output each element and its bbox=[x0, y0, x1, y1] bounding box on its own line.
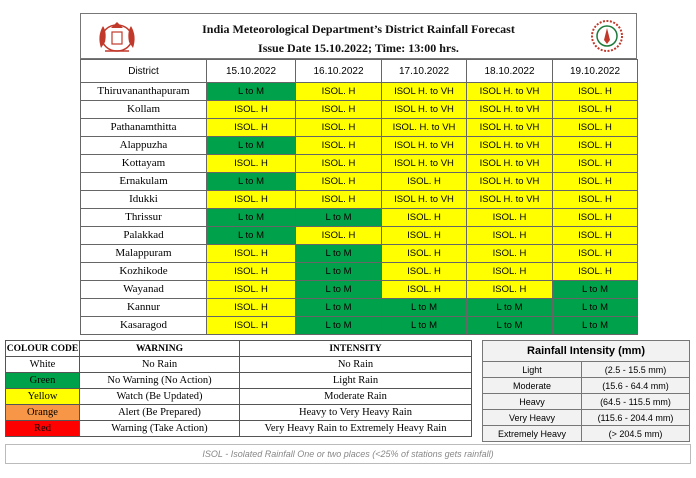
forecast-cell: ISOL. H bbox=[467, 263, 553, 281]
intensity-table bbox=[482, 340, 690, 442]
forecast-cell: ISOL. H bbox=[296, 137, 382, 155]
table-row bbox=[81, 245, 638, 263]
page-title: India Meteorological Department’s District Rainfall Forecast bbox=[202, 22, 515, 36]
warning-label: No Rain bbox=[80, 357, 240, 373]
forecast-cell: ISOL H. to VH bbox=[382, 155, 467, 173]
intensity-category: Light bbox=[483, 362, 582, 378]
intensity-label: Moderate Rain bbox=[240, 389, 472, 405]
table-row bbox=[81, 83, 638, 101]
intensity-title: Rainfall Intensity (mm) bbox=[483, 341, 690, 362]
warning-label: Watch (Be Updated) bbox=[80, 389, 240, 405]
forecast-cell: L to M bbox=[296, 209, 382, 227]
forecast-cell: L to M bbox=[296, 317, 382, 335]
district-name: Kozhikode bbox=[81, 263, 207, 281]
table-row bbox=[81, 137, 638, 155]
intensity-row bbox=[483, 362, 690, 378]
forecast-cell: ISOL. H bbox=[207, 263, 296, 281]
column-header-date: 18.10.2022 bbox=[467, 60, 553, 83]
forecast-cell: ISOL. H bbox=[207, 317, 296, 335]
legend-header-colour-code: COLOUR CODE bbox=[6, 341, 80, 357]
issue-date: Issue Date 15.10.2022; Time: 13:00 hrs. bbox=[258, 41, 459, 55]
forecast-cell: ISOL. H bbox=[382, 281, 467, 299]
column-header-date: 15.10.2022 bbox=[207, 60, 296, 83]
table-row bbox=[81, 155, 638, 173]
forecast-cell: ISOL. H bbox=[296, 83, 382, 101]
forecast-cell: ISOL. H bbox=[296, 101, 382, 119]
legend-row bbox=[6, 421, 472, 437]
table-row bbox=[81, 119, 638, 137]
forecast-cell: L to M bbox=[207, 137, 296, 155]
forecast-cell: L to M bbox=[553, 317, 638, 335]
forecast-cell: ISOL. H bbox=[207, 245, 296, 263]
forecast-cell: L to M bbox=[553, 281, 638, 299]
forecast-cell: ISOL. H bbox=[207, 191, 296, 209]
warning-label: No Warning (No Action) bbox=[80, 373, 240, 389]
forecast-cell: ISOL. H bbox=[467, 209, 553, 227]
legend-row bbox=[6, 373, 472, 389]
legend-header-warning: WARNING bbox=[80, 341, 240, 357]
table-row bbox=[81, 227, 638, 245]
forecast-cell: ISOL. H bbox=[296, 173, 382, 191]
forecast-cell: ISOL H. to VH bbox=[382, 137, 467, 155]
intensity-label: No Rain bbox=[240, 357, 472, 373]
forecast-cell: ISOL. H bbox=[553, 263, 638, 281]
district-name: Kasaragod bbox=[81, 317, 207, 335]
intensity-category: Moderate bbox=[483, 378, 582, 394]
forecast-cell: L to M bbox=[553, 299, 638, 317]
forecast-cell: ISOL. H bbox=[382, 173, 467, 191]
forecast-cell: ISOL. H bbox=[553, 191, 638, 209]
forecast-cell: ISOL H. to VH bbox=[467, 83, 553, 101]
forecast-cell: ISOL. H bbox=[553, 101, 638, 119]
forecast-cell: ISOL. H bbox=[382, 245, 467, 263]
forecast-cell: ISOL. H bbox=[553, 173, 638, 191]
intensity-range: (> 204.5 mm) bbox=[582, 426, 690, 442]
intensity-label: Heavy to Very Heavy Rain bbox=[240, 405, 472, 421]
forecast-cell: L to M bbox=[467, 299, 553, 317]
forecast-cell: ISOL H. to VH bbox=[467, 173, 553, 191]
legend-table bbox=[5, 340, 472, 437]
legend-row bbox=[6, 389, 472, 405]
forecast-cell: ISOL. H bbox=[382, 209, 467, 227]
forecast-cell: ISOL. H. to VH bbox=[382, 119, 467, 137]
legend-header-intensity: INTENSITY bbox=[240, 341, 472, 357]
forecast-cell: L to M bbox=[207, 227, 296, 245]
forecast-cell: ISOL. H bbox=[467, 281, 553, 299]
intensity-body bbox=[483, 362, 690, 442]
forecast-cell: ISOL. H bbox=[553, 137, 638, 155]
colour-code-legend bbox=[5, 340, 471, 437]
forecast-cell: ISOL. H bbox=[553, 245, 638, 263]
forecast-table bbox=[80, 59, 638, 335]
imd-logo-icon bbox=[590, 18, 624, 54]
forecast-cell: L to M bbox=[207, 83, 296, 101]
colour-code-swatch: White bbox=[6, 357, 80, 373]
forecast-cell: ISOL. H bbox=[296, 155, 382, 173]
district-name: Pathanamthitta bbox=[81, 119, 207, 137]
forecast-cell: ISOL. H bbox=[553, 83, 638, 101]
forecast-cell: ISOL H. to VH bbox=[467, 119, 553, 137]
forecast-cell: ISOL. H bbox=[296, 119, 382, 137]
district-name: Palakkad bbox=[81, 227, 207, 245]
forecast-cell: ISOL H. to VH bbox=[467, 137, 553, 155]
warning-label: Warning (Take Action) bbox=[80, 421, 240, 437]
forecast-cell: ISOL. H bbox=[467, 245, 553, 263]
forecast-cell: L to M bbox=[296, 299, 382, 317]
forecast-header bbox=[80, 13, 637, 59]
column-header-date: 19.10.2022 bbox=[553, 60, 638, 83]
table-row bbox=[81, 191, 638, 209]
forecast-cell: ISOL. H bbox=[553, 209, 638, 227]
forecast-cell: ISOL. H bbox=[553, 227, 638, 245]
intensity-range: (115.6 - 204.4 mm) bbox=[582, 410, 690, 426]
column-header-date: 16.10.2022 bbox=[296, 60, 382, 83]
forecast-cell: L to M bbox=[207, 173, 296, 191]
colour-code-swatch: Yellow bbox=[6, 389, 80, 405]
district-name: Kannur bbox=[81, 299, 207, 317]
forecast-cell: ISOL H. to VH bbox=[382, 101, 467, 119]
colour-code-swatch: Green bbox=[6, 373, 80, 389]
forecast-cell: ISOL. H bbox=[467, 227, 553, 245]
district-name: Wayanad bbox=[81, 281, 207, 299]
forecast-cell: ISOL. H bbox=[296, 191, 382, 209]
table-row bbox=[81, 173, 638, 191]
intensity-row bbox=[483, 378, 690, 394]
intensity-range: (15.6 - 64.4 mm) bbox=[582, 378, 690, 394]
intensity-range: (2.5 - 15.5 mm) bbox=[582, 362, 690, 378]
forecast-cell: ISOL. H bbox=[207, 299, 296, 317]
intensity-label: Very Heavy Rain to Extremely Heavy Rain bbox=[240, 421, 472, 437]
intensity-range: (64.5 - 115.5 mm) bbox=[582, 394, 690, 410]
intensity-category: Extremely Heavy bbox=[483, 426, 582, 442]
forecast-cell: ISOL. H bbox=[553, 119, 638, 137]
district-name: Malappuram bbox=[81, 245, 207, 263]
forecast-cell: ISOL. H bbox=[382, 263, 467, 281]
intensity-row bbox=[483, 426, 690, 442]
district-name: Kottayam bbox=[81, 155, 207, 173]
legend-body bbox=[6, 357, 472, 437]
forecast-header-row bbox=[81, 60, 638, 83]
forecast-cell: ISOL H. to VH bbox=[382, 191, 467, 209]
colour-code-swatch: Red bbox=[6, 421, 80, 437]
forecast-body bbox=[81, 83, 638, 335]
district-name: Idukki bbox=[81, 191, 207, 209]
legend-row bbox=[6, 405, 472, 421]
table-row bbox=[81, 263, 638, 281]
table-row bbox=[81, 317, 638, 335]
forecast-cell: L to M bbox=[467, 317, 553, 335]
intensity-category: Very Heavy bbox=[483, 410, 582, 426]
forecast-cell: ISOL. H bbox=[207, 101, 296, 119]
forecast-cell: L to M bbox=[207, 209, 296, 227]
colour-code-swatch: Orange bbox=[6, 405, 80, 421]
forecast-cell: ISOL H. to VH bbox=[467, 101, 553, 119]
forecast-cell: ISOL H. to VH bbox=[382, 83, 467, 101]
forecast-cell: ISOL H. to VH bbox=[467, 191, 553, 209]
table-row bbox=[81, 101, 638, 119]
table-row bbox=[81, 299, 638, 317]
intensity-row bbox=[483, 394, 690, 410]
forecast-cell: L to M bbox=[296, 245, 382, 263]
forecast-cell: ISOL. H bbox=[207, 155, 296, 173]
intensity-row bbox=[483, 410, 690, 426]
intensity-category: Heavy bbox=[483, 394, 582, 410]
table-row bbox=[81, 209, 638, 227]
forecast-cell: ISOL. H bbox=[207, 281, 296, 299]
warning-label: Alert (Be Prepared) bbox=[80, 405, 240, 421]
isol-footnote: ISOL - Isolated Rainfall One or two places (<25% of stations gets rainfall) bbox=[5, 444, 691, 464]
table-row bbox=[81, 281, 638, 299]
forecast-cell: L to M bbox=[296, 281, 382, 299]
forecast-cell: L to M bbox=[382, 317, 467, 335]
forecast-cell: L to M bbox=[382, 299, 467, 317]
forecast-cell: ISOL. H bbox=[553, 155, 638, 173]
column-header-district: District bbox=[81, 60, 207, 83]
forecast-cell: ISOL H. to VH bbox=[467, 155, 553, 173]
forecast-cell: ISOL. H bbox=[382, 227, 467, 245]
legend-row bbox=[6, 357, 472, 373]
column-header-date: 17.10.2022 bbox=[382, 60, 467, 83]
forecast-cell: ISOL. H bbox=[207, 119, 296, 137]
forecast-cell: L to M bbox=[296, 263, 382, 281]
legend-header-row bbox=[6, 341, 472, 357]
district-name: Ernakulam bbox=[81, 173, 207, 191]
district-name: Alappuzha bbox=[81, 137, 207, 155]
rainfall-intensity-panel bbox=[482, 340, 689, 442]
intensity-label: Light Rain bbox=[240, 373, 472, 389]
district-name: Thiruvananthapuram bbox=[81, 83, 207, 101]
district-name: Kollam bbox=[81, 101, 207, 119]
forecast-cell: ISOL. H bbox=[296, 227, 382, 245]
forecast-table-container bbox=[80, 13, 637, 335]
district-name: Thrissur bbox=[81, 209, 207, 227]
